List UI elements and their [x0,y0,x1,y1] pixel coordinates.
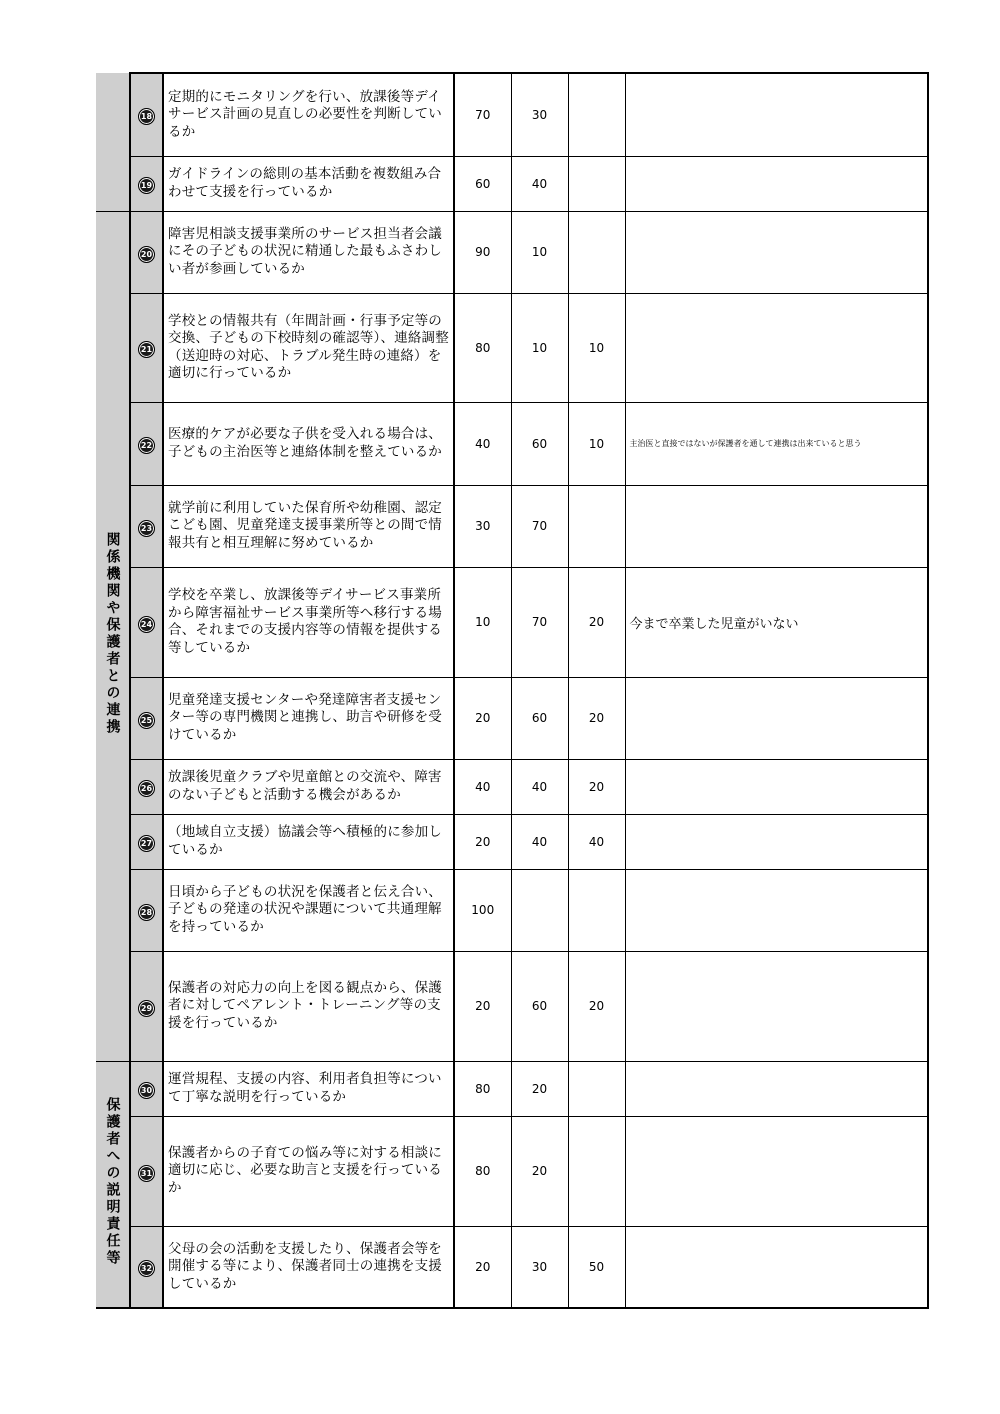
item-number-badge: 18 [138,108,155,125]
value-neutral: 40 [511,759,568,814]
item-text: 日頃から子どもの状況を保護者と伝え合い、子どもの発達の状況や課題について共通理解を持っているか [163,869,454,951]
item-text: ガイドラインの総則の基本活動を複数組み合わせて支援を行っているか [163,156,454,211]
evaluation-table [96,72,929,1309]
value-neutral [511,869,568,951]
value-no [568,869,625,951]
value-yes: 40 [454,402,511,485]
value-neutral: 20 [511,1061,568,1116]
value-no [568,1116,625,1226]
value-no [568,1061,625,1116]
item-number-badge: 32 [138,1260,155,1277]
value-no [568,485,625,567]
item-number-badge: 24 [138,616,155,633]
item-text: 学校との情報共有（年間計画・行事予定等の交換、子どもの下校時刻の確認等）、連絡調整（送迎時の対応、トラブル発生時の連絡）を適切に行っているか [163,293,454,402]
comment-cell [625,211,928,293]
table-row [96,1061,928,1116]
item-number-badge: 21 [138,341,155,358]
table-row [96,293,928,402]
value-yes: 100 [454,869,511,951]
category-cell-accountability [96,1061,130,1308]
table-row [96,211,928,293]
item-text: 運営規程、支援の内容、利用者負担等について丁寧な説明を行っているか [163,1061,454,1116]
table-row [96,156,928,211]
item-text: 学校を卒業し、放課後等デイサービス事業所から障害福祉サービス事業所等へ移行する場合、それまでの支援内容等の情報を提供する等しているか [163,567,454,677]
comment-cell [625,73,928,156]
item-number-badge: 20 [138,246,155,263]
item-number-badge: 31 [138,1165,155,1182]
value-yes: 20 [454,951,511,1061]
value-no: 10 [568,293,625,402]
value-yes: 20 [454,814,511,869]
category-label-cooperation: 関係機関や保護者との連携 [104,532,121,736]
value-no: 20 [568,951,625,1061]
value-no [568,211,625,293]
table-row [96,677,928,759]
table-row [96,73,928,156]
value-yes: 60 [454,156,511,211]
table-row [96,759,928,814]
value-neutral: 60 [511,677,568,759]
table-row [96,869,928,951]
value-neutral: 40 [511,814,568,869]
comment-cell: 今まで卒業した児童がいない [625,567,928,677]
category-label-accountability: 保護者への説明責任等 [104,1097,121,1268]
value-neutral: 40 [511,156,568,211]
value-no: 20 [568,567,625,677]
item-text: 児童発達支援センターや発達障害者支援センター等の専門機関と連携し、助言や研修を受けているか [163,677,454,759]
value-yes: 80 [454,293,511,402]
value-neutral: 10 [511,211,568,293]
comment-cell [625,1061,928,1116]
value-no [568,156,625,211]
value-yes: 70 [454,73,511,156]
category-cell-cooperation [96,211,130,1061]
item-text: 定期的にモニタリングを行い、放課後等デイサービス計画の見直しの必要性を判断しているか [163,73,454,156]
table-row [96,567,928,677]
table-row [96,402,928,485]
value-no [568,73,625,156]
comment-cell [625,1226,928,1308]
comment-cell [625,156,928,211]
value-neutral: 20 [511,1116,568,1226]
value-neutral: 70 [511,567,568,677]
item-number-badge: 26 [138,780,155,797]
item-text: 医療的ケアが必要な子供を受入れる場合は、子どもの主治医等と連絡体制を整えているか [163,402,454,485]
table-row [96,814,928,869]
comment-cell [625,1116,928,1226]
value-no: 20 [568,759,625,814]
comment-cell [625,759,928,814]
value-yes: 90 [454,211,511,293]
table-row [96,1226,928,1308]
value-neutral: 30 [511,73,568,156]
item-text: 就学前に利用していた保育所や幼稚園、認定こども園、児童発達支援事業所等との間で情報共有と相互理解に努めているか [163,485,454,567]
item-text: 放課後児童クラブや児童館との交流や、障害のない子どもと活動する機会があるか [163,759,454,814]
comment-cell [625,951,928,1061]
comment-cell [625,869,928,951]
item-text: 保護者の対応力の向上を図る観点から、保護者に対してペアレント・トレーニング等の支援を行っているか [163,951,454,1061]
item-text: （地域自立支援）協議会等へ積極的に参加しているか [163,814,454,869]
item-number-badge: 30 [138,1082,155,1099]
table-row [96,951,928,1061]
value-no: 50 [568,1226,625,1308]
category-cell-previous [96,73,130,211]
value-neutral: 70 [511,485,568,567]
value-yes: 20 [454,677,511,759]
value-yes: 20 [454,1226,511,1308]
item-number-badge: 25 [138,712,155,729]
value-no: 40 [568,814,625,869]
item-number-badge: 23 [138,520,155,537]
value-neutral: 10 [511,293,568,402]
value-yes: 10 [454,567,511,677]
value-neutral: 30 [511,1226,568,1308]
comment-cell [625,485,928,567]
item-text: 父母の会の活動を支援したり、保護者会等を開催する等により、保護者同士の連携を支援しているか [163,1226,454,1308]
item-text: 障害児相談支援事業所のサービス担当者会議にその子どもの状況に精通した最もふさわしい者が参画しているか [163,211,454,293]
item-number-badge: 19 [138,177,155,194]
value-yes: 30 [454,485,511,567]
comment-cell [625,677,928,759]
table-row [96,485,928,567]
value-neutral: 60 [511,951,568,1061]
item-number-badge: 27 [138,835,155,852]
comment-cell [625,293,928,402]
value-no: 20 [568,677,625,759]
value-yes: 80 [454,1061,511,1116]
item-number-badge: 29 [138,1000,155,1017]
value-neutral: 60 [511,402,568,485]
item-text: 保護者からの子育ての悩み等に対する相談に適切に応じ、必要な助言と支援を行っているか [163,1116,454,1226]
comment-cell [625,814,928,869]
value-no: 10 [568,402,625,485]
comment-cell: 主治医と直接ではないが保護者を通して連携は出来ていると思う [625,402,928,485]
value-yes: 40 [454,759,511,814]
value-yes: 80 [454,1116,511,1226]
table-row [96,1116,928,1226]
item-number-badge: 28 [138,904,155,921]
item-number-badge: 22 [138,437,155,454]
